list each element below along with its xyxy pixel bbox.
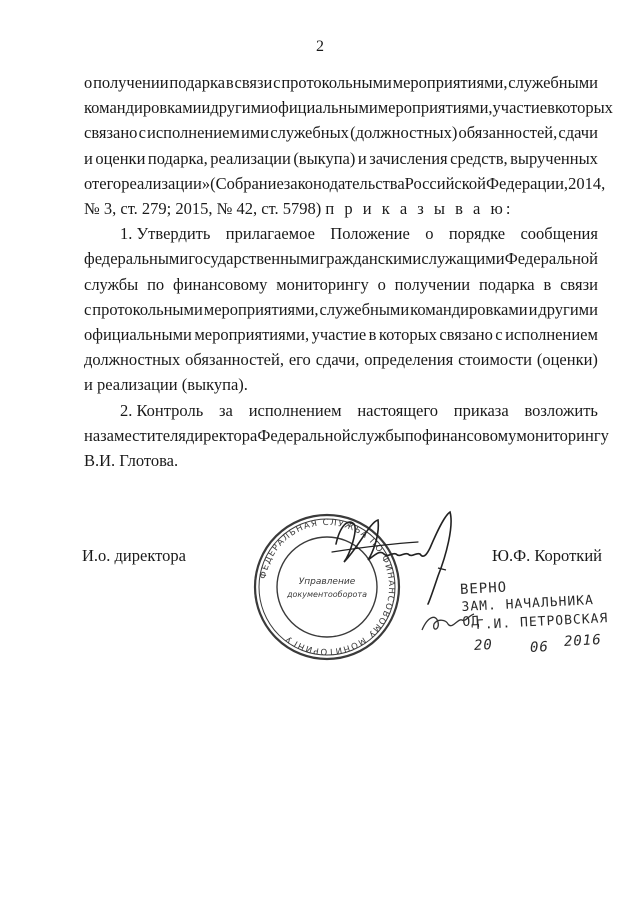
word: в: [368, 325, 377, 344]
word: (должностных): [350, 123, 458, 143]
text-line: [84, 322, 598, 347]
word: получении: [394, 274, 471, 294]
word: подарка: [478, 274, 535, 294]
word: командировками: [84, 98, 202, 118]
word: о: [425, 224, 434, 244]
word: которых: [554, 98, 613, 118]
word: оценки: [95, 148, 146, 168]
word: о: [377, 274, 386, 294]
word: официальными: [269, 98, 378, 118]
certify-date-month: 06: [529, 639, 550, 656]
word: Федеральной: [257, 425, 351, 445]
word: государственными: [188, 249, 320, 269]
text-line: [120, 221, 598, 246]
word: финансовому: [173, 274, 268, 294]
word: связи: [560, 274, 598, 294]
word: стоимости: [458, 350, 532, 370]
word: Федеральной: [504, 249, 598, 269]
word: приказа: [453, 400, 509, 420]
word: законодательства: [283, 173, 405, 193]
word: протокольными: [281, 73, 392, 92]
certify-name: Г.И. ПЕТРОВСКАЯ: [475, 611, 609, 633]
word: с: [84, 299, 92, 319]
word: мониторингу: [516, 425, 609, 445]
word: вырученных: [510, 148, 598, 168]
word: заместителя: [100, 425, 186, 445]
text-line: [84, 70, 598, 95]
text-line: [84, 347, 598, 372]
text-line: [84, 448, 598, 473]
word: реализации: [210, 148, 291, 168]
word: финансовому: [421, 425, 517, 445]
text-line: [84, 120, 598, 145]
word: за: [219, 400, 233, 420]
word: и: [84, 148, 93, 168]
word: определения: [364, 350, 454, 370]
text-line: [84, 196, 598, 221]
word: 2. Контроль: [120, 400, 204, 420]
word: на: [84, 425, 101, 445]
word: мероприятиями,: [392, 73, 508, 92]
word: федеральными: [84, 249, 189, 269]
word: ими: [241, 123, 270, 143]
word: служебными: [319, 299, 410, 319]
word: по: [147, 274, 165, 294]
word: от: [84, 173, 100, 193]
word: исполнением: [248, 400, 342, 420]
word: средств,: [450, 148, 508, 168]
line-text: № 3, ст. 279; 2015, № 42, ст. 5798): [84, 199, 322, 218]
word: мероприятиями,: [203, 299, 319, 319]
word: службы: [350, 425, 405, 445]
word: Положение: [330, 224, 410, 244]
text-line: [84, 423, 609, 448]
word: официальными: [84, 325, 192, 344]
word: и: [528, 299, 538, 319]
certify-date-day: 20: [473, 637, 494, 654]
certify-date-year: 2016: [563, 632, 603, 650]
word: связано: [84, 123, 138, 143]
line-text: и реализации (выкупа).: [84, 375, 248, 395]
word: прилагаемое: [225, 224, 315, 244]
order-word: п р и к а з ы в а ю:: [325, 199, 514, 218]
word: служебных: [270, 123, 349, 143]
word: связано: [439, 325, 493, 344]
word: сообщения: [520, 224, 598, 244]
word: командировками: [410, 299, 528, 319]
word: служащими: [421, 249, 505, 269]
word: мероприятиями,: [377, 98, 493, 118]
text-line: [84, 146, 598, 171]
line-text: В.И. Глотова.: [84, 451, 179, 470]
word: зачисления: [369, 148, 448, 168]
word: службы: [84, 274, 139, 294]
word: Российской: [404, 173, 486, 193]
word: другими: [538, 299, 598, 319]
word: его: [288, 350, 311, 370]
word: получении: [93, 73, 169, 92]
word: и: [201, 98, 211, 118]
word: возложить: [524, 400, 598, 420]
text-line: [84, 297, 598, 322]
word: сдачи,: [315, 350, 360, 370]
word: о: [84, 73, 93, 92]
certification-stamp: [412, 579, 612, 662]
word: связи: [234, 73, 273, 92]
word: обязанностей,: [185, 350, 284, 370]
certify-initials-signature: [418, 610, 478, 636]
text-line: [120, 398, 598, 423]
word: в: [543, 274, 552, 294]
word: директора: [185, 425, 258, 445]
word: мероприятиями,: [194, 325, 310, 344]
word: (оценки): [536, 350, 598, 370]
word: (Собрание: [210, 173, 284, 193]
word: 1. Утвердить: [120, 224, 211, 244]
word: по: [404, 425, 422, 445]
word: реализации»: [121, 173, 211, 193]
word: с: [273, 73, 281, 92]
word: Федерации,: [486, 173, 569, 193]
text-line: [84, 95, 613, 120]
word: (выкупа): [293, 148, 356, 168]
word: участие: [311, 325, 367, 344]
seal-inner-line2: документооборота: [287, 590, 367, 599]
word: и: [357, 148, 367, 168]
certify-verno: ВЕРНО: [459, 579, 508, 598]
word: порядке: [448, 224, 506, 244]
seal-outer-text: ФЕДЕРАЛЬНАЯ СЛУЖБА ПО ФИНАНСОВОМУ МОНИТОРИНГУ: [258, 517, 397, 657]
text-line: [84, 272, 598, 297]
word: его: [99, 173, 122, 193]
word: исполнением: [505, 325, 598, 344]
word: должностных: [84, 350, 181, 370]
word: подарка,: [147, 148, 208, 168]
seal-inner-line1: Управление: [298, 577, 356, 587]
word: 2014,: [568, 173, 606, 193]
word: гражданскими: [319, 249, 422, 269]
signatory-name: Ю.Ф. Короткий: [492, 546, 602, 565]
word: протокольными: [92, 299, 203, 319]
text-line: [84, 171, 606, 196]
text-line: [84, 372, 598, 397]
word: настоящего: [357, 400, 438, 420]
word: которых: [378, 325, 437, 344]
word: другими: [210, 98, 270, 118]
word: участие: [492, 98, 548, 118]
word: обязанностей,: [458, 123, 558, 143]
word: мониторингу: [276, 274, 369, 294]
text-line: [84, 246, 598, 271]
page-number: 2: [316, 38, 324, 55]
word: сдачи: [558, 123, 598, 143]
signatory-position: И.о. директора: [82, 546, 186, 565]
word: служебными: [508, 73, 598, 92]
word: подарка: [169, 73, 226, 92]
word: с: [495, 325, 503, 344]
word: в: [547, 98, 555, 118]
word: в: [225, 73, 234, 92]
certify-position: ЗАМ. НАЧАЛЬНИКА ОД: [461, 593, 595, 630]
word: с: [138, 123, 146, 143]
word: исполнением: [147, 123, 240, 143]
